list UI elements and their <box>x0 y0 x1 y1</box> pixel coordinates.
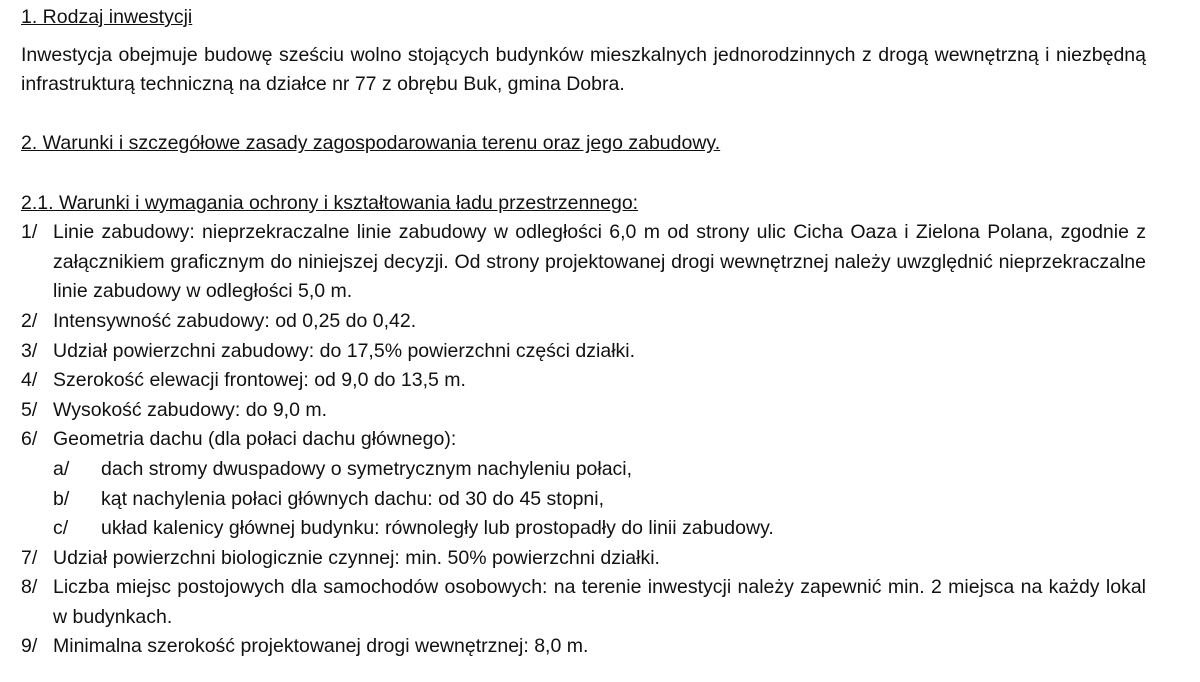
sub-list-item-text: kąt nachylenia połaci głównych dachu: od 30 do 45 stopni, <box>101 487 605 510</box>
list-item-text: Linie zabudowy: nieprzekraczalne linie zabudowy w odległości 6,0 m od strony ulic Cicha Oaza i Zielona Polana, zgodnie z załącznikiem graficznym do niniejszej decyzji. Od strony projektowanej drogi wewnętrznej należy uwzględnić nieprzekraczalne linie zabudowy w odległości 5,0 m. <box>53 221 1146 303</box>
list-item-text: Udział powierzchni biologicznie czynnej: min. 50% powierzchni działki. <box>53 546 660 569</box>
list-item <box>21 218 1146 307</box>
requirements-list <box>21 218 1146 662</box>
sub-list-item <box>21 514 1146 544</box>
list-item <box>21 425 1146 455</box>
section-2-heading: 2. Warunki i szczegółowe zasady zagospodarowania terenu oraz jego zabudowy. <box>21 132 721 155</box>
sub-list-item-number: c/ <box>53 517 69 540</box>
list-item-text: Geometria dachu (dla połaci dachu głównego): <box>53 428 457 451</box>
list-item-text: Minimalna szerokość projektowanej drogi wewnętrznej: 8,0 m. <box>53 635 589 658</box>
list-item <box>21 366 1146 396</box>
list-item-number: 4/ <box>21 369 38 392</box>
section-1-body: Inwestycja obejmuje budowę sześciu wolno stojących budynków mieszkalnych jednorodzinnych z drogą wewnętrzną i niezbędną infrastrukturą techniczną na działce nr 77 z obrębu Buk, gmina Dobra. <box>21 43 1146 96</box>
spacer <box>21 100 1146 130</box>
list-item <box>21 337 1146 367</box>
list-item-number: 2/ <box>21 309 38 332</box>
sub-list-item-text: układ kalenicy głównej budynku: równoległy lub prostopadły do linii zabudowy. <box>101 517 774 540</box>
list-item-number: 9/ <box>21 635 38 658</box>
list-item <box>21 396 1146 426</box>
list-item <box>21 573 1146 632</box>
list-item-text: Udział powierzchni zabudowy: do 17,5% powierzchni części działki. <box>53 339 636 362</box>
sub-list-item <box>21 455 1146 485</box>
sub-list-item <box>21 485 1146 515</box>
list-item-number: 1/ <box>21 221 38 244</box>
list-item-text: Wysokość zabudowy: do 9,0 m. <box>53 398 328 421</box>
list-item-text: Intensywność zabudowy: od 0,25 do 0,42. <box>53 309 417 332</box>
spacer <box>21 33 1146 41</box>
list-item-number: 5/ <box>21 398 38 421</box>
list-item <box>21 632 1146 662</box>
list-item-number: 7/ <box>21 546 38 569</box>
list-item-number: 6/ <box>21 428 38 451</box>
sub-list-item-text: dach stromy dwuspadowy o symetrycznym nachyleniu połaci, <box>101 457 633 480</box>
list-item <box>21 307 1146 337</box>
list-item-number: 3/ <box>21 339 38 362</box>
sub-list-item-number: a/ <box>53 457 70 480</box>
sub-list-item-number: b/ <box>53 487 70 510</box>
section-2-1-heading: 2.1. Warunki i wymagania ochrony i kształtowania ładu przestrzennego: <box>21 191 639 214</box>
section-1-heading: 1. Rodzaj inwestycji <box>21 6 193 28</box>
list-item <box>21 544 1146 574</box>
list-item-number: 8/ <box>21 576 38 599</box>
list-item-text: Liczba miejsc postojowych dla samochodów osobowych: na terenie inwestycji należy zapewnić min. 2 miejsca na każdy lokal w budynkach. <box>53 576 1146 628</box>
spacer <box>21 159 1146 189</box>
list-item-text: Szerokość elewacji frontowej: od 9,0 do 13,5 m. <box>53 369 466 392</box>
